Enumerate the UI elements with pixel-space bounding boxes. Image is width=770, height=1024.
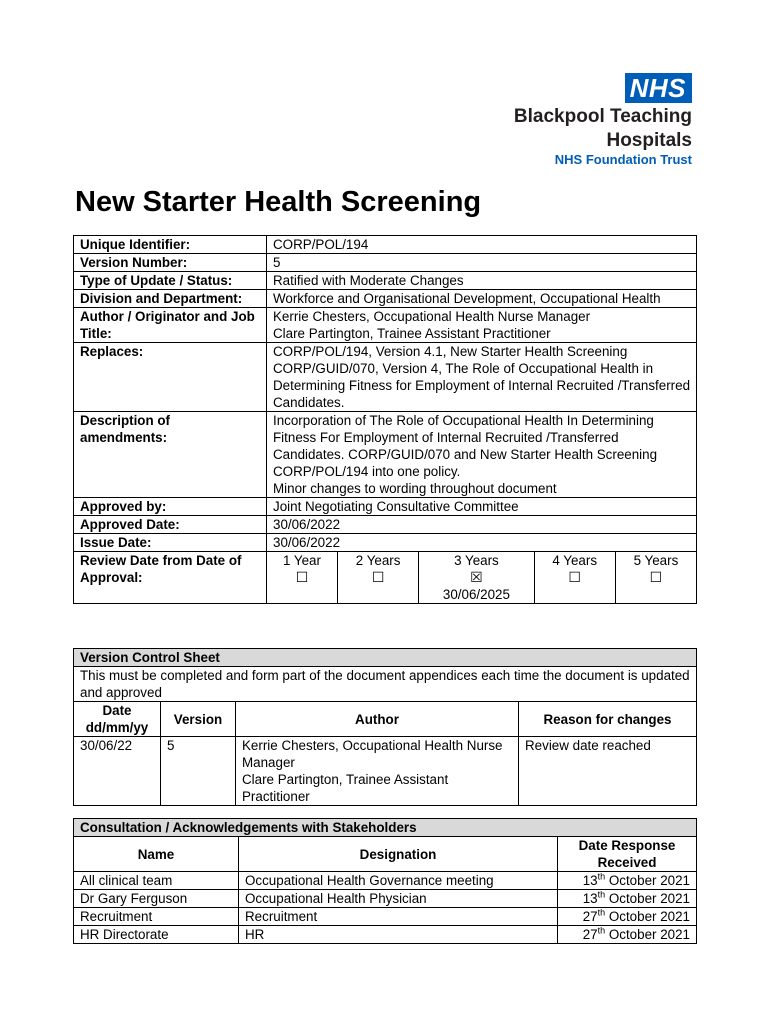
info-row [74,412,697,498]
consultation-table [73,818,697,944]
checkbox-icon[interactable]: ☐ [295,569,309,585]
info-row [74,343,697,412]
table-row [74,737,697,806]
review-option [337,552,418,603]
document-info-table [73,235,697,604]
info-value: 30/06/2022 [267,534,697,552]
col-name: Name [74,837,239,872]
info-label: Replaces: [74,343,267,412]
info-label: Author / Originator and Job Title: [74,308,267,343]
info-value: 30/06/2022 [267,516,697,534]
review-row [74,552,697,604]
review-label: Review Date from Date of Approval: [74,552,267,604]
col-date-response: Date Response Received [558,837,697,872]
review-option [534,552,615,603]
vc-date: 30/06/22 [74,737,161,806]
info-value: 5 [267,254,697,272]
review-option-label: 2 Years [355,553,401,568]
info-row [74,534,697,552]
response-month-year: October 2021 [605,909,690,924]
info-row [74,308,697,343]
table-row [74,908,697,926]
table-row [74,890,697,908]
info-value: Incorporation of The Role of Occupational Health In Determining Fitness For Employment of Internal Recruited /Transferred Candidates. CORP/GUID/070 and New Starter Health Screening CORP/POL/194 into one policy. Minor changes to wording throughout document [267,412,697,498]
response-month-year: October 2021 [605,873,690,888]
info-value: CORP/POL/194 [267,236,697,254]
response-day-suffix: th [597,925,606,936]
col-reason: Reason for changes [519,702,697,737]
stakeholder-designation: Occupational Health Physician [239,890,558,908]
vc-author: Kerrie Chesters, Occupational Health Nurse Manager Clare Partington, Trainee Assistant Practitioner [236,737,519,806]
stakeholder-designation: Recruitment [239,908,558,926]
checked-box-icon[interactable]: ☒ [470,569,483,585]
stakeholder-name: Recruitment [74,908,239,926]
response-date [558,908,697,926]
vc-version: 5 [161,737,236,806]
stakeholder-designation: HR [239,926,558,944]
response-day: 13 [582,873,598,888]
response-date [558,872,697,890]
response-month-year: October 2021 [605,927,690,942]
review-option-label: 1 Year [282,553,321,568]
info-row [74,516,697,534]
response-month-year: October 2021 [605,891,690,906]
response-day: 27 [582,927,598,942]
info-row [74,236,697,254]
vc-reason: Review date reached [519,737,697,806]
review-option-label: 4 Years [552,553,598,568]
checkbox-icon[interactable]: ☐ [568,569,581,585]
checkbox-icon[interactable]: ☐ [371,569,385,585]
response-day-suffix: th [597,907,606,918]
version-control-note: This must be completed and form part of the document appendices each time the document is updated and approved [74,667,697,702]
stakeholder-name: HR Directorate [74,926,239,944]
info-value: Joint Negotiating Consultative Committee [267,498,697,516]
info-value: Workforce and Organisational Development, Occupational Health [267,290,697,308]
review-option-date: 30/06/2025 [442,587,510,602]
info-row [74,498,697,516]
info-label: Description of amendments: [74,412,267,498]
stakeholder-designation: Occupational Health Governance meeting [239,872,558,890]
col-author: Author [236,702,519,737]
response-day-suffix: th [597,871,606,882]
consultation-heading: Consultation / Acknowledgements with Stakeholders [74,819,697,837]
info-value: CORP/POL/194, Version 4.1, New Starter Health Screening CORP/GUID/070, Version 4, The Role of Occupational Health in Determining Fitness for Employment of Internal Recruited /Transferred Candidates. [267,343,697,412]
version-control-table [73,648,697,806]
info-row [74,272,697,290]
info-row [74,290,697,308]
response-date [558,926,697,944]
table-row [74,926,697,944]
col-date: Date dd/mm/yy [74,702,161,737]
org-name-line2: Hospitals [606,130,692,151]
checkbox-icon[interactable]: ☐ [649,569,663,585]
info-row [74,254,697,272]
response-day-suffix: th [597,889,606,900]
page-title: New Starter Health Screening [75,186,482,218]
version-control-heading: Version Control Sheet [74,649,697,667]
review-option-label: 5 Years [633,553,679,568]
nhs-badge: NHS [625,73,692,103]
info-label: Approved by: [74,498,267,516]
org-name-line3: NHS Foundation Trust [554,152,692,167]
nhs-logo [514,73,692,168]
col-version: Version [161,702,236,737]
info-label: Issue Date: [74,534,267,552]
info-value: Ratified with Moderate Changes [267,272,697,290]
response-day: 27 [582,909,598,924]
info-value: Kerrie Chesters, Occupational Health Nurse Manager Clare Partington, Trainee Assistant Practitioner [267,308,697,343]
info-label: Type of Update / Status: [74,272,267,290]
response-day: 13 [582,891,598,906]
response-date [558,890,697,908]
org-name-line1: Blackpool Teaching [513,106,692,127]
col-designation: Designation [239,837,558,872]
review-option [419,552,534,603]
stakeholder-name: All clinical team [74,872,239,890]
review-option [267,552,337,603]
info-label: Version Number: [74,254,267,272]
info-label: Unique Identifier: [74,236,267,254]
stakeholder-name: Dr Gary Ferguson [74,890,239,908]
info-label: Approved Date: [74,516,267,534]
review-option [615,552,696,603]
info-label: Division and Department: [74,290,267,308]
table-row [74,872,697,890]
review-option-label: 3 Years [454,553,499,568]
review-options [267,552,696,603]
